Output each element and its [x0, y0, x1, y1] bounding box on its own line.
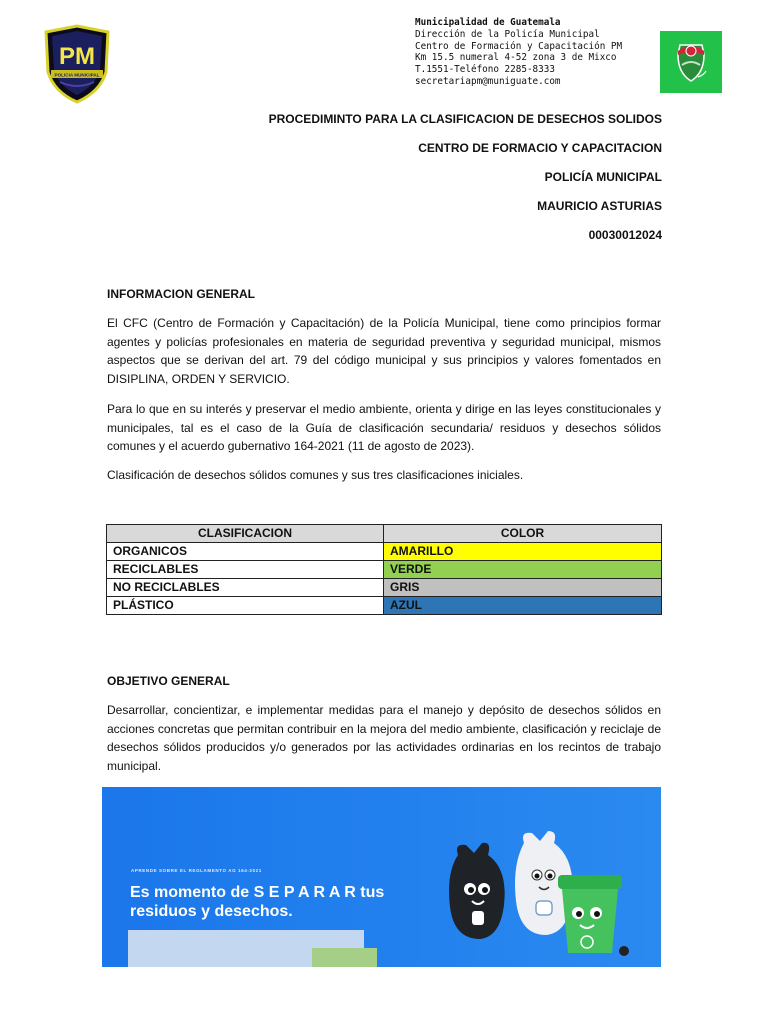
banner-title [130, 883, 384, 921]
document-code: 00030012024 [588, 228, 662, 242]
table-header-row [107, 525, 662, 543]
document-title: PROCEDIMINTO PARA LA CLASIFICACION DE DESECHOS SOLIDOS [268, 112, 662, 126]
classification-cell: PLÁSTICO [107, 597, 384, 615]
banner-title-line-2: residuos y desechos. [130, 903, 293, 920]
waste-bins-illustration [440, 825, 640, 965]
letterhead [415, 17, 665, 88]
banner-kicker: APRENDE SOBRE EL REGLAMENTO AG 164-2021 [131, 868, 262, 873]
classification-cell: RECICLABLES [107, 561, 384, 579]
organization-name: Municipalidad de Guatemala [415, 17, 561, 28]
municipality-badge [660, 31, 722, 93]
color-cell: AMARILLO [384, 543, 662, 561]
police-municipal-logo [40, 24, 114, 104]
general-info-paragraph-3: Clasificación de desechos sólidos comunes y sus tres clasificaciones iniciales. [107, 468, 524, 482]
table-row [107, 543, 662, 561]
general-info-paragraph-2: Para lo que en su interés y preservar el medio ambiente, orienta y dirige en las leyes constitucionales y municipales, tal es el caso de la Guía de clasificación secundaria/ residuos y desechos sólidos comunes y el acuerdo gubernativo 164-2021 (11 de agosto de 2023). [107, 402, 661, 454]
color-cell: VERDE [384, 561, 662, 579]
letterhead-line: Centro de Formación y Capacitación PM [415, 40, 623, 52]
color-cell: GRIS [384, 579, 662, 597]
center-name: CENTRO DE FORMACIO Y CAPACITACION [418, 141, 662, 155]
classification-table [106, 524, 662, 615]
banner-decor-block [312, 948, 377, 967]
author-name: MAURICIO ASTURIAS [537, 199, 662, 213]
classification-cell: NO RECICLABLES [107, 579, 384, 597]
logo-ribbon-text: POLICIA MUNICIPAL [54, 72, 100, 78]
letterhead-email: secretariapm@muniguate.com [415, 75, 561, 87]
recycling-banner [102, 787, 661, 967]
classification-cell: ORGANICOS [107, 543, 384, 561]
general-info-heading: INFORMACION GENERAL [107, 287, 255, 301]
general-info-paragraph-1: El CFC (Centro de Formación y Capacitación) de la Policía Municipal, tiene como principios formar agentes y policías profesionales en materia de seguridad preventiva y seguridad municipal, mismos aspectos que se derivan del art. 79 del código municipal y sus principios y valores fomentados en DISIPLINA, ORDEN Y SERVICIO. [107, 316, 661, 386]
column-header-classification: CLASIFICACION [107, 525, 384, 543]
letterhead-line: Dirección de la Policía Municipal [415, 28, 600, 40]
green-bin-icon [558, 875, 629, 956]
letterhead-line: Km 15.5 numeral 4-52 zona 3 de Mixco [415, 52, 617, 64]
objective-paragraph: Desarrollar, concientizar, e implementar medidas para el manejo y depósito de desechos sólidos en acciones concretas que permitan contribuir en la mejora del medio ambiente, clasificación y reciclaje de desechos sólidos producidos y/o generados por las actividades ordinarias en los recintos de trabajo municipal. [107, 703, 661, 773]
letterhead-line: T.1551-Teléfono 2285-8333 [415, 64, 555, 76]
column-header-color: COLOR [384, 525, 662, 543]
table-row [107, 579, 662, 597]
color-cell: AZUL [384, 597, 662, 615]
black-bag-icon [449, 843, 505, 939]
table-row [107, 597, 662, 615]
objective-heading: OBJETIVO GENERAL [107, 674, 230, 688]
shield-icon [660, 31, 722, 93]
table-row [107, 561, 662, 579]
banner-title-line-1: Es momento de S E P A R A R tus [130, 884, 385, 901]
logo-text: PM [59, 43, 95, 70]
department-name: POLICÍA MUNICIPAL [544, 170, 662, 184]
